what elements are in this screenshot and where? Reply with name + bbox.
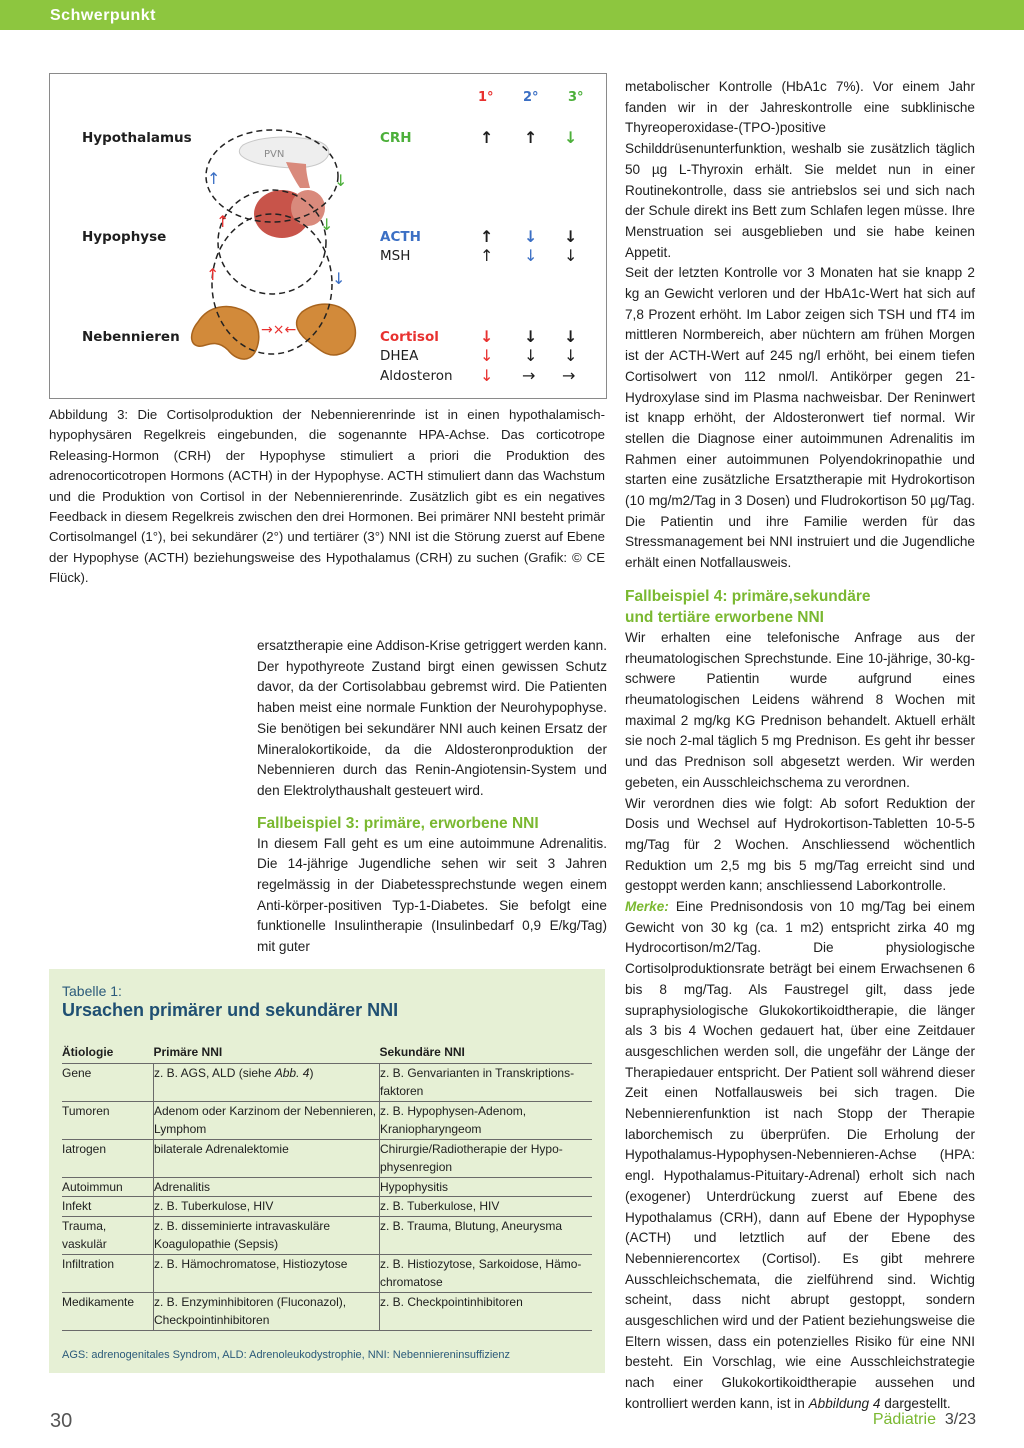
table-row [62, 1139, 592, 1177]
right-paragraph-4: Wir verordnen dies wie folgt: Ab sofort Reduktion der Dosis und Wechsel auf Hydrokortison-Tabletten 10-5-5 mg/Tag für 2 Wochen. Anschliessend wöchentlich Reduktion um 2,5 mg bis 5 mg/Tag erreicht sind und gestoppt werden kann; anschliessend Laborkontrolle. [625, 795, 975, 894]
table-header-row [62, 1043, 592, 1063]
organ-nebennieren: Nebennieren [82, 329, 180, 345]
loop-arrow-blue-up: ↑ [207, 169, 221, 188]
organ-hypothalamus: Hypothalamus [82, 130, 192, 146]
table-row [62, 1101, 592, 1139]
heading-fallbeispiel-4a: Fallbeispiel 4: primäre,sekundäre [625, 587, 871, 605]
hormone-acth: ACTH [380, 229, 421, 245]
issue-number: 3/23 [944, 1411, 976, 1428]
table-row [62, 1254, 592, 1292]
adrenal-right [297, 304, 356, 355]
heading-fallbeispiel-4b: und tertiäre erworbene NNI [625, 608, 824, 626]
organ-hypophyse: Hypophyse [82, 229, 167, 245]
cell-aetiologie: Iatrogen [62, 1139, 154, 1177]
footer-magazine [873, 1411, 976, 1429]
col-secondary: 2° [523, 90, 539, 105]
cortisol-arrow-2: ↓ [524, 327, 538, 346]
table-row [62, 1177, 592, 1197]
cell-primaer: z. B. Hämochromatose, Histiozytose [154, 1254, 380, 1292]
crh-arrow-3: ↓ [564, 128, 578, 147]
middle-paragraph-2: In diesem Fall geht es um eine autoimmune Adrenalitis. Die 14-jährige Jugendliche sehen wir seit 3 Jahren regelmässig in der Diabetessprechstunde wegen einem Anti-körper-positiven Typ-1-Diabetes. Sie befolgt eine funktionelle Insulintherapie (Insulinbedarf 0,9 E/kg/Tag) mit guter [257, 835, 607, 955]
cell-sekundaer: z. B. Tuberkulose, HIV [380, 1197, 593, 1217]
table-row [62, 1292, 592, 1330]
section-header-bar [0, 0, 1024, 30]
merke-text: Eine Prednisondosis von 10 mg/Tag bei einem Gewicht von 30 kg (ca. 1 m2) entspricht zirka 40 mg Hydrocortison/m2/Tag. Die physiologische Cortisolproduktionsrate beträgt bei einem Erwachsenen 6 bis 8 mg/Tag. Als Faustregel gilt, dass jede supraphysiologische Glukokortikoidtherapie, die länger als 3 bis 4 Wochen gedauert hat, über eine Zeitdauer ausgeschlichen werden soll, die ungefähr der Länge der Therapiedauer entspricht. Der Patient soll während dieser Zeit einen Notfallausweis bei sich tragen. Die Nebennierenfunktion ist nach Stopp der Therapie laborchemisch zu überprüfen. Die Erholung der Hypothalamus-Hypophysen-Nebennieren-Achse (HPA: engl. Hypothalamus-Pituitary-Adrenal) erholt sich nach (exogener) Unterdrückung zuerst auf Ebene des Hypothalamus (CRH), dann auf Ebene der Hypophyse (ACTH) und letztlich auf der Ebene des Nebennierencortex (Cortisol). Es gibt mehrere Ausschleichschemata, die zielführend sind. Wichtig scheint, dass nicht abrupt gestoppt, sondern ausgeschlichen wird und der Patient beziehungsweise die Eltern wissen, dass ein potenzielles Risiko für eine NNI besteht. Ein Vorschlag, wie eine Ausschleichstrategie nach einer Glukokortikoidtherapie aussehen und kontrolliert werden kann, ist in [625, 899, 975, 1411]
cell-sekundaer: z. B. Trauma, Blutung, Aneurysma [380, 1216, 593, 1254]
page-number: 30 [50, 1410, 73, 1432]
aldosteron-arrow-1: ↓ [480, 366, 494, 385]
cell-aetiologie: Infekt [62, 1197, 154, 1217]
hormone-aldosteron: Aldosteron [380, 368, 453, 384]
merke-label: Merke: [625, 899, 669, 915]
cell-aetiologie: Gene [62, 1063, 154, 1101]
cell-aetiologie: Tumoren [62, 1101, 154, 1139]
middle-paragraph-1: ersatztherapie eine Addison-Krise getriggert werden kann. Der hypothyreote Zustand birgt einen gewissen Schutz davor, da der Cortisolabbau gebremst wird. Die Patienten haben meist eine normale Funktion der Neurohypophyse. Sie benötigen bei sekundärer NNI auch keinen Ersatz der Mineralokortikoide, da die Aldosteronproduktion der Nebennieren durch das Renin-Angiotensin-System und den Elektrolythaushalt gesteuert wird. [257, 638, 607, 798]
right-column [625, 77, 975, 1415]
cell-primaer: z. B. AGS, ALD (siehe Abb. 4) [154, 1063, 380, 1101]
cell-sekundaer: z. B. Histiozytose, Sarkoidose, Hämo-chromatose [380, 1254, 593, 1292]
right-paragraph-5 [625, 897, 975, 1415]
cell-sekundaer: z. B. Genvarianten in Transkriptions-faktoren [380, 1063, 593, 1101]
inhibit-mark: →×← [261, 322, 297, 338]
cell-sekundaer: Chirurgie/Radiotherapie der Hypo-physenregion [380, 1139, 593, 1177]
magazine-name: Pädiatrie [872, 1411, 936, 1428]
col-tertiary: 3° [568, 90, 584, 105]
table-1-box [49, 969, 605, 1373]
right-paragraph-1: metabolischer Kontrolle (HbA1c 7%). Vor einem Jahr fanden wir in der Jahreskontrolle eine subklinische Thyreoperoxidase-(TPO-)positive Schilddrüsenunterfunktion, weshalb sie zusätzlich täglich 50 µg L-Thyroxin erhält. Sie meldet nun in einer Routinekontrolle, dass sie antriebslos sei und sich nach der Schule direkt ins Bett zum Schlafen legen müsse. Ihre Menstruation sei ausgeblieben und sie habe keinen Appetit. [625, 79, 975, 260]
acth-arrow-3: ↓ [564, 227, 578, 246]
right-paragraph-3: Wir erhalten eine telefonische Anfrage aus der rheumatologischen Sprechstunde. Eine 10-jährige, 30-kg-schwere Patientin wurde aufgrund eines rheumatologischen Leidens während 8 Wochen mit maximal 2 mg/kg KG Prednison behandelt. Aktuell erhält sie noch 2-mal täglich 5 mg Prednison. Es geht ihr besser und das Prednison soll abgesetzt werden. Wir werden gebeten, ein Ausschleichschema zu verordnen. [625, 629, 975, 790]
table-label: Tabelle 1: [62, 983, 122, 999]
heading-fallbeispiel-3: Fallbeispiel 3: primäre, erworbene NNI [257, 814, 539, 832]
figure-caption: Abbildung 3: Die Cortisolproduktion der Nebennierenrinde ist in einen hypothalamisch-hypophysären Regelkreis eingebunden, die sogenannte HPA-Achse. Das corticotrope Releasing-Hormon (CRH) der Hypophyse stimuliert a priori die Produktion des adrenocorticotropen Hormons (ACTH) in der Hypophyse. ACTH stimuliert dann das Wachstum und die Produktion von Cortisol in der Nebennierenrinde. Zusätzlich gibt es ein negatives Feedback in diesem Regelkreis zwischen den drei Hormonen. Bei primärer NNI besteht primär Cortisolmangel (1°), bei sekundärer (2°) und tertiärer (3°) NNI ist die Störung zuerst auf Ebene der Hypophyse (ACTH) beziehungsweise des Hypothalamus (CRH) zu suchen (Grafik: © CE Flück). [49, 407, 605, 586]
header-sekundaere: Sekundäre NNI [380, 1043, 593, 1063]
loop-arrow-green-down-2: ↓ [320, 215, 334, 234]
table-footnote: AGS: adrenogenitales Syndrom, ALD: Adrenoleukodystrophie, NNI: Nebenniereninsuffizienz [62, 1349, 511, 1361]
loop-arrow-blue-down: ↓ [332, 269, 346, 288]
hormone-crh: CRH [380, 130, 412, 146]
cortisol-arrow-3: ↓ [564, 327, 578, 346]
merke-text-end: dargestellt. [880, 1395, 951, 1411]
loop-arrow-red-up-1: ↑ [216, 212, 230, 231]
table-title: Ursachen primärer und sekundärer NNI [62, 1000, 399, 1020]
cell-aetiologie: Trauma, vaskulär [62, 1216, 154, 1254]
cell-primaer: Adenom oder Karzinom der Nebennieren, Lymphom [154, 1101, 380, 1139]
section-title: Schwerpunkt [50, 7, 156, 24]
table-row [62, 1063, 592, 1101]
loop-arrow-green-down: ↓ [334, 171, 348, 190]
pvn-label: PVN [264, 149, 285, 160]
header-aetiologie: Ätiologie [62, 1043, 154, 1063]
dhea-arrow-1: ↓ [480, 346, 494, 365]
right-paragraph-2: Seit der letzten Kontrolle vor 3 Monaten hat sie knapp 2 kg an Gewicht verloren und der HbA1c-Wert hat sich auf 7,8 Prozent erhöht. Im Labor zeigen sich TSH und fT4 im mittleren Normbereich, aber nüchtern am frühen Morgen ist der ACTH-Wert auf 245 ng/l erhöht, bei einem tiefen Cortisolwert von 112 nmol/l. Antikörper gegen 21-Hydroxylase sind im Plasma nachweisbar. Der Reninwert ist knapp erhöht, der Aldosteronwert tief normal. Wir stellen die Diagnose einer autoimmunen Adrenalitis im Rahmen einer autoimmunen Polyendokrinopathie und starten eine zusätzliche Ersatztherapie mit Hydrokortison (10 mg/m2/Tag in 3 Dosen) und Fludrokortison 50 µg/Tag. Die Patientin und ihre Familie werden für das Stressmanagement bei NNI instruiert und die Jugendliche erhält einen Notfallausweis. [625, 265, 975, 571]
table-row [62, 1216, 592, 1254]
table-row [62, 1197, 592, 1217]
cell-primaer: bilaterale Adrenalektomie [154, 1139, 380, 1177]
cell-sekundaer: z. B. Hypophysen-Adenom, Kraniopharyngeom [380, 1101, 593, 1139]
hpa-axis-figure [49, 73, 607, 399]
cell-primaer: z. B. Enzyminhibitoren (Fluconazol), Checkpointinhibitoren [154, 1292, 380, 1330]
abbildung-4-ref: Abbildung 4 [808, 1395, 881, 1411]
hormone-cortisol: Cortisol [380, 329, 439, 345]
cell-primaer: Adrenalitis [154, 1177, 380, 1197]
adrenal-left [192, 307, 259, 360]
crh-arrow-1: ↑ [480, 128, 494, 147]
col-primary: 1° [478, 90, 494, 105]
header-primaere: Primäre NNI [154, 1043, 380, 1063]
nni-causes-table [62, 1043, 592, 1331]
cell-aetiologie: Infiltration [62, 1254, 154, 1292]
crh-arrow-2: ↑ [524, 128, 538, 147]
cell-primaer: z. B. Tuberkulose, HIV [154, 1197, 380, 1217]
acth-arrow-2: ↓ [524, 227, 538, 246]
cell-primaer: z. B. disseminierte intravaskuläre Koagulopathie (Sepsis) [154, 1216, 380, 1254]
cell-aetiologie: Autoimmun [62, 1177, 154, 1197]
hormone-msh: MSH [380, 248, 411, 264]
acth-arrow-1: ↑ [480, 227, 494, 246]
msh-arrow-3: ↓ [564, 246, 578, 265]
middle-column [257, 636, 607, 958]
cell-sekundaer: Hypophysitis [380, 1177, 593, 1197]
msh-arrow-2: ↓ [524, 246, 538, 265]
loop-arrow-red-up-2: ↑ [206, 265, 220, 284]
aldosteron-arrow-2: → [522, 366, 536, 385]
cortisol-arrow-1: ↓ [480, 327, 494, 346]
aldosteron-arrow-3: → [562, 366, 576, 385]
dhea-arrow-3: ↓ [564, 346, 578, 365]
cell-aetiologie: Medikamente [62, 1292, 154, 1330]
cell-sekundaer: z. B. Checkpointinhibitoren [380, 1292, 593, 1330]
dhea-arrow-2: ↓ [524, 346, 538, 365]
hormone-dhea: DHEA [380, 348, 419, 364]
msh-arrow-1: ↑ [480, 246, 494, 265]
